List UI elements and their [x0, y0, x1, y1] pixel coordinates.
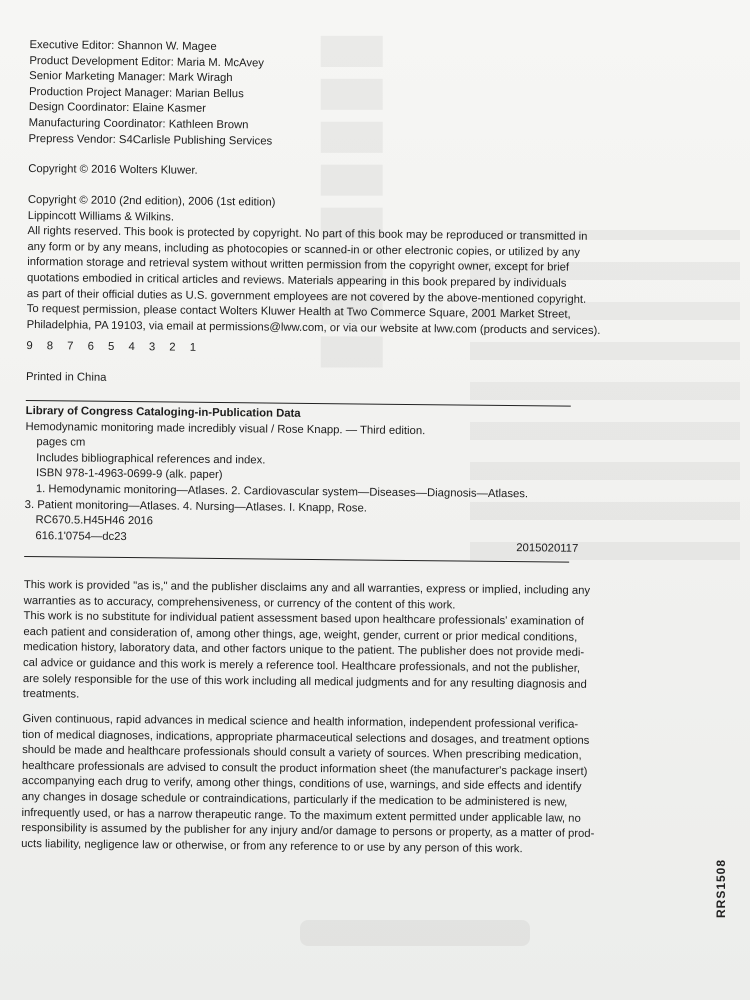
cip-line: Includes bibliographical references and index. [36, 451, 266, 467]
disclaimer-line: tion of medical diagnoses, indications, appropriate pharmaceutical selections and dosages, and treatment options [22, 728, 590, 747]
cip-line: Hemodynamic monitoring made incredibly visual / Rose Knapp. — Third edition. [25, 420, 426, 437]
copyright-line: as part of their official duties as U.S. government employees are not covered by the above-mentioned copyright. [26, 287, 587, 306]
credit-line: Prepress Vendor: S4Carlisle Publishing Services [28, 132, 273, 148]
print-line [26, 339, 586, 360]
printed-in-line: Printed in China [25, 370, 107, 384]
credit-line: Senior Marketing Manager: Mark Wiragh [29, 70, 233, 85]
cip-line: pages cm [36, 436, 86, 449]
copyright-content [21, 0, 601, 855]
printing-number-line: 9 8 7 6 5 4 3 2 1 [26, 339, 202, 354]
cip-line: ISBN 978-1-4963-0699-9 (alk. paper) [35, 467, 223, 482]
disclaimer-line: medication history, laboratory data, and other factors unique to the patient. The publisher does not provide medi- [23, 641, 585, 660]
disclaimer-line: infrequently used, or has a narrow therapeutic range. To the maximum extent permitted under applicable law, no [21, 806, 581, 825]
lccn-number: 2015020117 [516, 542, 579, 555]
disclaimer-line: cal advice or guidance and this work is merely a reference tool. Healthcare professionals, and not the publisher, [22, 656, 581, 675]
cip-line: 1. Hemodynamic monitoring—Atlases. 2. Cardiovascular system—Diseases—Diagnosis—Atlases. [35, 483, 529, 501]
disclaimer-line: responsibility is assumed by the publisher for any injury and/or damage to persons or property, as a matter of prod- [21, 822, 595, 841]
disclaimer-line: treatments. [22, 688, 80, 701]
disclaimer-line: healthcare professionals are advised to consult the product information sheet (the manufacturer's package insert) [21, 759, 588, 778]
disclaimer-line: This work is provided "as is," and the publisher disclaims any and all warranties, express or implied, including any [23, 578, 591, 597]
credits-list [28, 38, 589, 153]
disclaimer-paragraph-1 [22, 578, 591, 709]
cip-line: 3. Patient monitoring—Atlases. 4. Nursing—Atlases. I. Knapp, Rose. [24, 498, 367, 515]
copyright-line: All rights reserved. This book is protected by copyright. No part of this book may be reproduced or transmitted in [27, 225, 588, 244]
disclaimer-paragraph-2 [21, 712, 595, 858]
copyright-prior [26, 193, 601, 339]
cip-heading: Library of Congress Cataloging-in-Publication Data [25, 404, 301, 420]
cip-bottom-rule [24, 556, 569, 563]
copyright-line: To request permission, please contact Wolters Kluwer Health at Two Commerce Square, 2001 Market Street, [26, 303, 571, 321]
credit-line: Design Coordinator: Elaine Kasmer [28, 101, 207, 116]
disclaimer-line: Given continuous, rapid advances in medical science and health information, independent professional verifica- [22, 712, 579, 731]
copyright-current [28, 162, 588, 183]
show-through-logo [300, 920, 530, 946]
copyright-line: quotations embodied in critical articles and reviews. Materials appearing in this book prepared by individuals [27, 271, 567, 290]
copyright-line: Lippincott Williams & Wilkins. [27, 209, 175, 224]
disclaimer-line: warranties as to accuracy, comprehensiveness, or currency of the content of this work. [23, 594, 456, 612]
disclaimer-line: any changes in dosage schedule or contraindications, particularly if the medication to be administered is new, [21, 790, 568, 809]
stock-stamp: RRS1508 [714, 858, 728, 918]
copyright-line: Copyright © 2010 (2nd edition), 2006 (1st edition) [27, 193, 276, 209]
credit-line: Executive Editor: Shannon W. Magee [29, 38, 217, 53]
cip-line: RC670.5.H45H46 2016 [35, 514, 154, 528]
cip-block [24, 404, 585, 550]
copyright-line: any form or by any means, including as photocopies or scanned-in or other electronic copies, or utilized by any [27, 240, 581, 259]
credit-line: Production Project Manager: Marian Bellus [28, 85, 244, 101]
disclaimer-line: accompanying each drug to verify, among other things, conditions of use, warnings, and side effects and identify [21, 775, 582, 794]
printed-in [26, 370, 586, 391]
disclaimer-line: each patient and consideration of, among other things, age, weight, gender, current or prior medical conditions, [23, 625, 578, 644]
copyright-line: Philadelphia, PA 19103, via email at permissions@lww.com, or via our website at lww.com (products and services). [26, 318, 601, 337]
disclaimer-line: This work is no substitute for individual patient assessment based upon healthcare professionals' examination of [23, 610, 585, 629]
disclaimer-line: should be made and healthcare professionals should consult a variety of sources. When prescribing medication, [22, 744, 582, 763]
credit-line: Product Development Editor: Maria M. McAvey [29, 54, 265, 70]
disclaimer-line: ucts liability, negligence law or otherwise, or from any reference to or use by any person of this work. [21, 837, 523, 855]
credit-line: Manufacturing Coordinator: Kathleen Brown [28, 116, 249, 132]
copyright-line: information storage and retrieval system without written permission from the copyright owner, except for brief [27, 256, 570, 275]
cip-line: 616.1'0754—dc23 [35, 529, 127, 543]
disclaimer-line: are solely responsible for the use of this work including all medical judgments and for any resulting diagnosis and [22, 672, 587, 691]
copyright-current-line: Copyright © 2016 Wolters Kluwer. [28, 162, 198, 177]
